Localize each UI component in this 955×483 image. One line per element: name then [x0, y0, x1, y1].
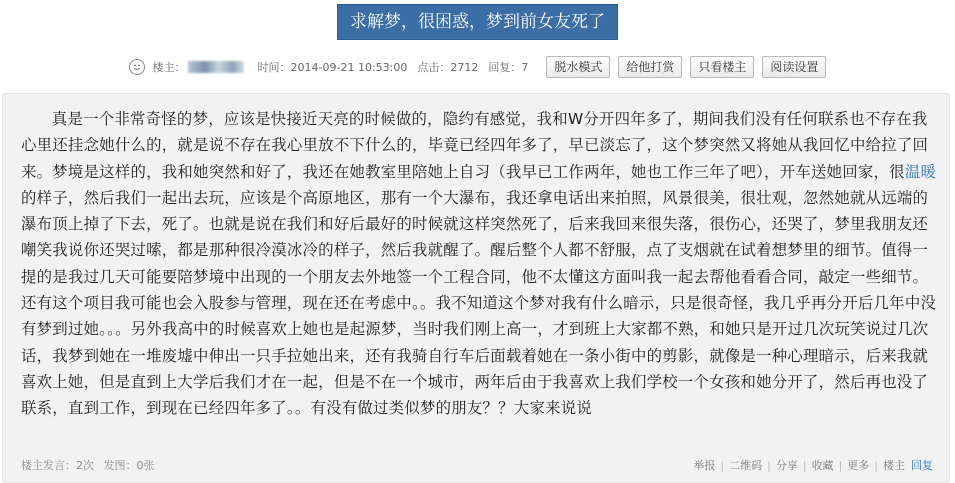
click-count [417, 59, 478, 75]
more-link[interactable]: 更多 [847, 459, 870, 472]
share-link[interactable]: 分享 [775, 459, 798, 472]
clicks-value: 2712 [450, 61, 479, 74]
reading-settings-button[interactable]: 阅读设置 [762, 56, 826, 78]
reward-button[interactable]: 给他打赏 [618, 56, 682, 78]
divider: | [838, 459, 843, 472]
op-floor-link[interactable]: 楼主 [883, 459, 905, 472]
post-text-part-2: 的样子，然后我们一起出去玩，应该是个高原地区，那有一个大瀑布，我还拿电话出来拍照，风景很美，很壮观，忽然她就从远端的瀑布顶上掉了下去，死了。也就是说在我们和好后最好的时候就这样突然死了，后来我回来很失落，很伤心，还哭了，梦里我朋友还嘲笑我说你还哭过嗦，都是那种很冷漠冰冷的样子，然后我就醒了。醒后整个人都不舒服，点了支烟就在试着想梦里的细节。值得一提的是我过几天可能要陪梦境中出现的一个朋友去外地签一个工程合同，他不太懂这方面叫我一起去帮他看看合同，敲定一些细节。还有这个项目我可能也会入股参与管理，现在还在考虑中。。我不知道这个梦对我有什么暗示，只是很奇怪，我几乎再分开后几年中没有梦到过她。。。另外我高中的时候喜欢上她也是起源梦，当时我们刚上高一，才到班上大家都不熟，和她只是开过几次玩笑说过几次话，我梦到她在一堆废墟中伸出一只手拉她出来，还有我骑自行车后面载着她在一条小街中的剪影，就像是一种心理暗示，后来我就喜欢上她，但是直到上大学后我们才在一起，但是不在一个城市，两年后由于我喜欢上我们学校一个女孩和她分开了，然后再也没了联系，直到工作，到现在已经四年多了。。有没有做过类似梦的朋友？？大家来说说 [21, 188, 937, 418]
author-label: 楼主： [152, 61, 186, 74]
reply-count [488, 59, 528, 75]
time-label: 时间： [257, 61, 291, 74]
qrcode-link[interactable]: 二维码 [729, 459, 763, 472]
thread-title: 求解梦，很困惑，梦到前女友死了 [337, 4, 618, 40]
post-body [2, 93, 950, 483]
divider: | [720, 459, 725, 472]
report-link[interactable]: 举报 [693, 459, 716, 472]
post-footer-actions [693, 457, 933, 473]
dewater-mode-button[interactable]: 脱水模式 [546, 56, 610, 78]
only-op-button[interactable]: 只看楼主 [690, 56, 754, 78]
post-footer-stats [21, 457, 161, 473]
post-content [21, 106, 941, 422]
reply-link[interactable]: 回复 [911, 459, 933, 472]
post-time [258, 59, 408, 75]
thread-title-container [0, 4, 955, 40]
thread-meta-bar [0, 55, 955, 79]
replies-value: 7 [521, 61, 529, 74]
keyword-link[interactable]: 温暖 [904, 162, 937, 181]
divider: | [802, 459, 807, 472]
smiley-icon [129, 59, 145, 75]
divider: | [874, 459, 878, 472]
replies-label: 回复： [488, 61, 522, 74]
op-image-count: 发图：0张 [103, 459, 155, 472]
post-text-part-1: 真是一个非常奇怪的梦，应该是快接近天亮的时候做的，隐约有感觉，我和W分开四年多了，期间我们没有任何联系也不存在我心里还挂念她什么的，就是说不存在我心里放不下什么的，毕竟已经四年多了，早已淡忘了，这个梦突然又将她从我回忆中给拉了回来。梦境是这样的，我和她突然和好了，我还在她教室里陪她上自习（我早已工作两年，她也工作三年了吧），开车送她回家，很 [21, 110, 929, 181]
divider: | [767, 459, 771, 472]
op-post-count: 楼主发言：2次 [21, 459, 94, 472]
time-value: 2014-09-21 10:53:00 [290, 61, 408, 74]
favorite-link[interactable]: 收藏 [811, 459, 834, 472]
author-name-blurred[interactable] [188, 61, 244, 73]
clicks-label: 点击： [417, 61, 451, 74]
